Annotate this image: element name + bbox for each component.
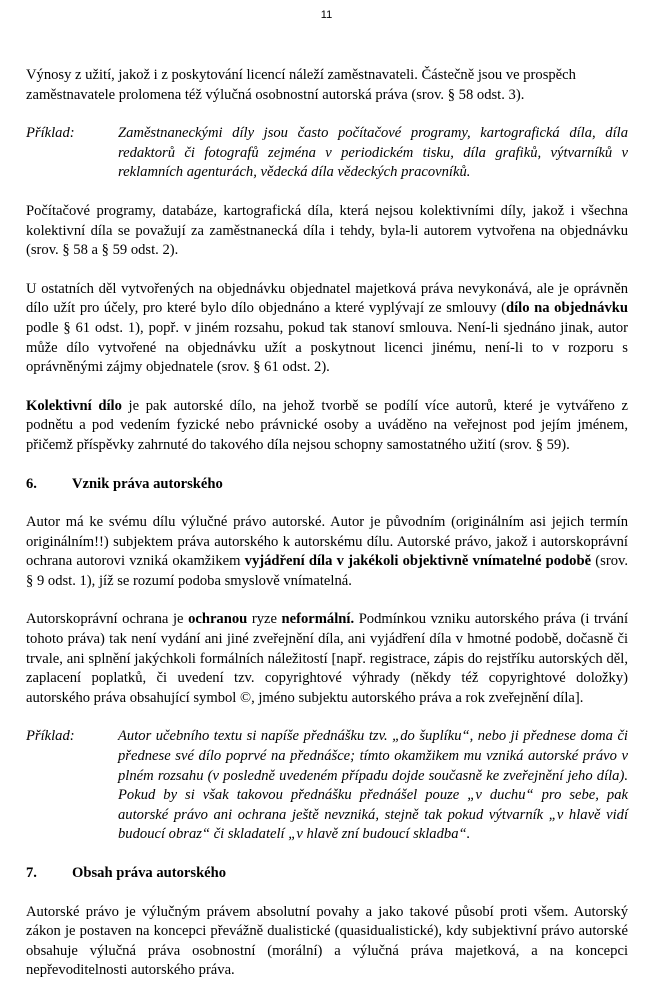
paragraph-author-rights-origin: Autor má ke svému dílu výlučné právo autorské. Autor je původním (originálním asi jejich termín originálním!!) subjektem práva autorského k autorskému dílu. Autorské právo, jakož i autorskoprávní ochrana autorovi vzniká okamžikem vyjádření díla v jakékoli objektivně vnímatelné podobě (srov. § 9 odst. 1), jíž se rozumí podoba smyslově vnímatelná. bbox=[26, 514, 628, 589]
section-heading-6 bbox=[26, 475, 628, 495]
term-commissioned-work: dílo na objednávku bbox=[506, 300, 628, 317]
example-text: Autor učebního textu si napíše přednášku tzv. „do šuplíku“, nebo ji přednese doma či přednese své dílo poprvé na přednášce; tímto okamžikem mu vzniká autorské právo v plném rozsahu (v posledně uvedeném případu dojde současně ke zveřejnění jeho díla). Pokud by si však takovou přednášku přednášel pouze „v duchu“ pro sebe, pak autorské právo ani ochrana ještě nevzniká, stejně tak pokud výtvarník „v hlavě vidí budoucí obraz“ či skladatelí „v hlavě zní budoucí skladba“. bbox=[118, 728, 628, 843]
term-protection: ochranou bbox=[188, 611, 248, 628]
section-number: 6. bbox=[26, 475, 37, 492]
paragraph-collective-work: Kolektivní dílo je pak autorské dílo, na jehož tvorbě se podílí více autorů, které je vytvářeno z podnětu a pod vedením fyzické nebo právnické osoby a uváděno na veřejnost pod jejím jménem, přičemž příspěvky zahrnuté do takového díla nejsou schopny samostatného užití (srov. § 59). bbox=[26, 397, 628, 453]
example-label: Příklad: bbox=[26, 728, 75, 745]
paragraph-commissioned-works: U ostatních děl vytvořených na objednávku objednatel majetková práva nevykonává, ale je oprávněn dílo užít pro účely, pro které bylo dílo objednáno a které vyplývají ze smlouvy (dílo na objednávku podle § 61 odst. 1), popř. v jiném rozsahu, pokud tak stanoví smlouva. Není-li sjednáno jinak, autor může dílo vytvořené na objednávku užít a poskytnout licenci jinému, není-li to v rozporu s oprávněnými zájmy objednatele (srov. § 61 odst. 2). bbox=[26, 280, 628, 376]
section-heading-7 bbox=[26, 864, 628, 884]
example-text: Zaměstnaneckými díly jsou často počítačové programy, kartografická díla, díla redaktorů či fotografů zejména v periodickém tisku, díla grafiků, výtvarníků v reklamních agenturách, vědecká díla vědeckých pracovníků. bbox=[118, 125, 628, 181]
section-title: Vznik práva autorského bbox=[72, 475, 223, 492]
example-employee-works bbox=[26, 124, 628, 183]
example-label: Příklad: bbox=[26, 125, 75, 142]
page-content bbox=[26, 66, 628, 1000]
page-number: 11 bbox=[320, 9, 333, 21]
paragraph-computer-programs: Počítačové programy, databáze, kartografická díla, která nejsou kolektivními díly, jakož i všechna kolektivní díla se považují za zaměstnanecká díla i tehdy, byla-li autorem vytvořena na objednávku (srov. § 58 a § 59 odst. 2). bbox=[26, 202, 628, 259]
term-collective-work: Kolektivní dílo bbox=[26, 397, 122, 414]
paragraph-informal-protection: Autorskoprávní ochrana je ochranou ryze neformální. Podmínkou vzniku autorského práva (i trvání tohoto práva) tak není vydání ani jiné zveřejnění díla, ani vyjádření díla v hmotné podobě, dočasně či trvale, ani splnění jakýchkoli formálních náležitostí [např. registrace, zápis do rejstříku autorských děl, zaplacení poplatků, či uvedení tzv. copyrightové výhrady (někdy též copyrightové doložky) autorského práva obsahující symbol ©, jméno subjektu autorského práva a rok zveřejnění díla]. bbox=[26, 611, 629, 706]
example-lecture bbox=[26, 727, 628, 845]
section-title: Obsah práva autorského bbox=[72, 865, 227, 881]
section-number: 7. bbox=[26, 865, 37, 881]
term-informal: neformální. bbox=[281, 611, 355, 628]
paragraph-content-of-rights: Autorské právo je výlučným právem absolutní povahy a jako takové působí proti všem. Autorský zákon je postaven na koncepci převážně dualistické (quasidualistické), kdy subjektivní právo autorské obsahuje výlučná práva osobnostní (morální) a výlučná práva majetková, a na koncepci nepřevoditelnosti autorského práva. bbox=[26, 903, 628, 979]
term-expression-of-work: vyjádření díla v jakékoli objektivně vnímatelné podobě bbox=[244, 553, 592, 570]
paragraph-employer-royalties: Výnosy z užití, jakož i z poskytování licencí náleží zaměstnavateli. Částečně jsou ve prospěch zaměstnavatele prolomena též výlučná osobnostní autorská práva (srov. § 58 odst. 3). bbox=[26, 67, 576, 103]
